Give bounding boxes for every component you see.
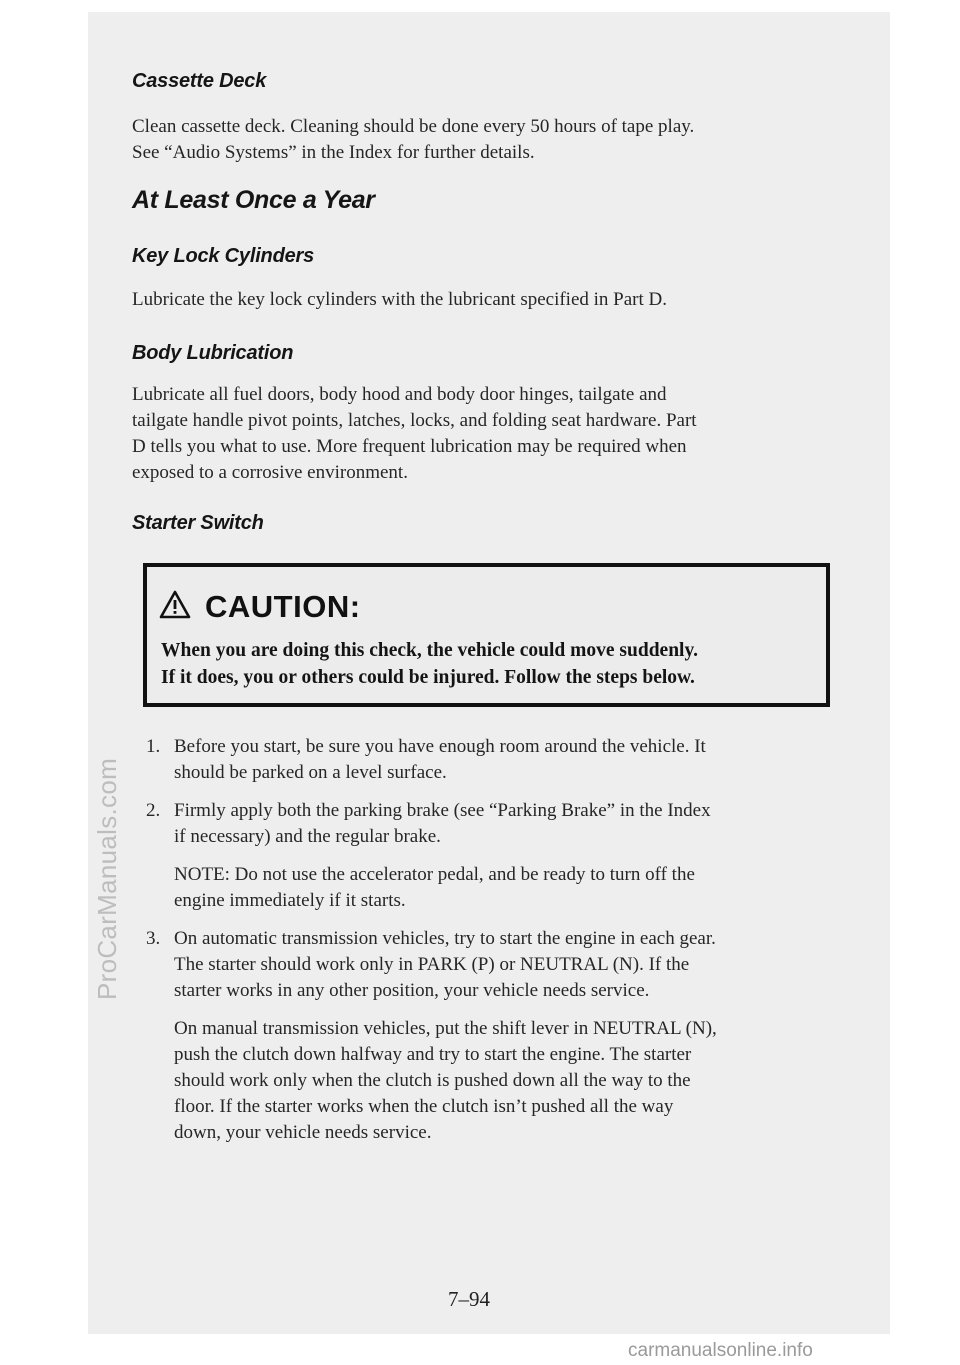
step-1-line-1: Before you start, be sure you have enough room around the vehicle. It xyxy=(174,736,706,757)
section-key-lock xyxy=(132,245,314,268)
body-lube-line-3: D tells you what to use. More frequent lubrication may be required when xyxy=(132,436,687,457)
step-3-line-3: starter works in any other position, your vehicle needs service. xyxy=(174,980,650,1001)
yearly-heading: At Least Once a Year xyxy=(132,186,375,214)
footer-url: carmanualsonline.info xyxy=(628,1340,813,1361)
step-number: 3. xyxy=(146,928,161,949)
watermark-text: ProCarManuals.com xyxy=(92,757,122,1000)
step-2-note-line-2: engine immediately if it starts. xyxy=(174,890,406,911)
warning-triangle-icon xyxy=(159,590,191,624)
key-lock-heading: Key Lock Cylinders xyxy=(132,245,315,267)
section-yearly xyxy=(132,186,375,215)
step-2-note xyxy=(174,862,846,914)
step-item-2 xyxy=(146,798,846,914)
step-item-3 xyxy=(146,926,846,1146)
step-3-note-line-1: On manual transmission vehicles, put the shift lever in NEUTRAL (N), xyxy=(174,1018,717,1039)
step-3-note-line-4: floor. If the starter works when the clutch isn’t pushed all the way xyxy=(174,1096,674,1117)
cassette-deck-body xyxy=(132,114,852,166)
body-lubrication-heading: Body Lubrication xyxy=(132,342,294,364)
body-lubrication-body xyxy=(132,382,852,486)
section-starter-switch xyxy=(132,512,264,535)
starter-steps-list xyxy=(146,734,846,1146)
section-cassette-deck xyxy=(132,70,266,93)
step-item-1 xyxy=(146,734,846,786)
body-lube-line-2: tailgate handle pivot points, latches, locks, and folding seat hardware. Part xyxy=(132,410,697,431)
step-3-note xyxy=(174,1016,846,1146)
body-lube-line-1: Lubricate all fuel doors, body hood and body door hinges, tailgate and xyxy=(132,384,667,405)
step-2-note-line-1: NOTE: Do not use the accelerator pedal, and be ready to turn off the xyxy=(174,864,695,885)
key-lock-body xyxy=(132,287,852,313)
step-number: 2. xyxy=(146,800,161,821)
caution-line-1: When you are doing this check, the vehicle could move suddenly. xyxy=(161,640,699,661)
step-3-note-line-5: down, your vehicle needs service. xyxy=(174,1122,432,1143)
step-3-note-line-2: push the clutch down halfway and try to start the engine. The starter xyxy=(174,1044,692,1065)
caution-title: CAUTION: xyxy=(205,589,361,624)
cassette-line-2: See “Audio Systems” in the Index for further details. xyxy=(132,142,535,163)
step-3-line-2: The starter should work only in PARK (P) or NEUTRAL (N). If the xyxy=(174,954,690,975)
step-3-line-1: On automatic transmission vehicles, try to start the engine in each gear. xyxy=(174,928,716,949)
step-number: 1. xyxy=(146,736,161,757)
section-body-lubrication xyxy=(132,342,293,365)
body-lube-line-4: exposed to a corrosive environment. xyxy=(132,462,408,483)
key-lock-line-1: Lubricate the key lock cylinders with the lubricant specified in Part D. xyxy=(132,289,667,310)
page-number: 7–94 xyxy=(448,1287,490,1311)
step-1-line-2: should be parked on a level surface. xyxy=(174,762,447,783)
step-2-line-2: if necessary) and the regular brake. xyxy=(174,826,441,847)
cassette-line-1: Clean cassette deck. Cleaning should be done every 50 hours of tape play. xyxy=(132,116,695,137)
caution-box xyxy=(143,563,830,707)
step-2-line-1: Firmly apply both the parking brake (see “Parking Brake” in the Index xyxy=(174,800,711,821)
starter-switch-heading: Starter Switch xyxy=(132,512,264,534)
cassette-deck-heading: Cassette Deck xyxy=(132,70,267,92)
caution-message xyxy=(161,637,821,691)
caution-line-2: If it does, you or others could be injured. Follow the steps below. xyxy=(161,667,695,688)
step-3-note-line-3: should work only when the clutch is pushed down all the way to the xyxy=(174,1070,691,1091)
caution-header xyxy=(159,589,361,625)
